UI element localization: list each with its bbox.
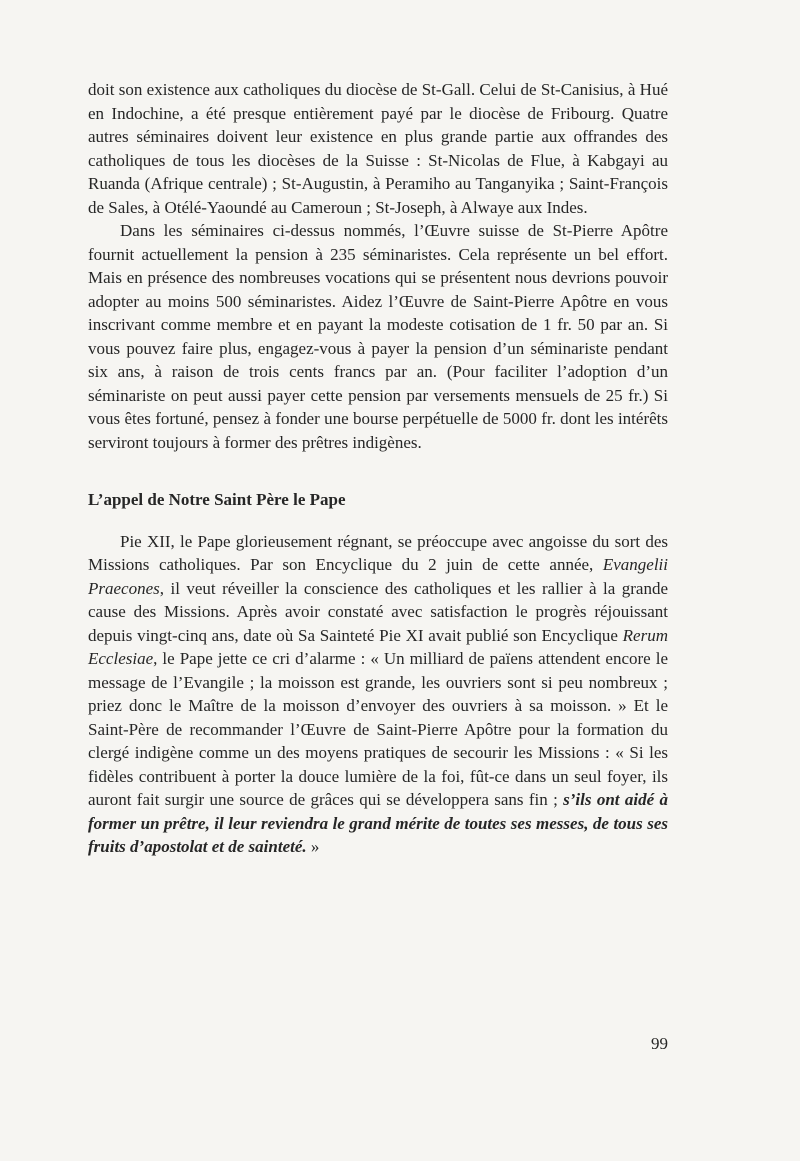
appeal-text-1: Pie XII, le Pape glorieusement régnant, se préoccupe avec angoisse du sort des Missions catholiques. Par son Encyclique du 2 juin de cette année,: [88, 531, 668, 574]
encyclical-title-rerum: Rerum Ecclesiae: [88, 625, 668, 668]
paragraph-seminaries-list: doit son existence aux catholiques du diocèse de St-Gall. Celui de St-Canisius, à Hué en Indochine, a été presque entièrement payé par le diocèse de Fribourg. Quatre autres séminaires doivent leur existence en plus grande partie aux offrandes des catholiques de tous les diocèses de la Suisse : St-Nicolas de Flue, à Kabgayi au Ruanda (Afrique centrale) ; St-Augustin, à Peramiho au Tanganyika ; Saint-François de Sales, à Otélé-Yaoundé au Cameroun ; St-Joseph, à Alwaye aux Indes.: [88, 80, 668, 217]
paragraph-seminarists-support: Dans les séminaires ci-dessus nommés, l’Œuvre suisse de St-Pierre Apôtre fournit actuellement la pension à 235 séminaristes. Cela représente un bel effort. Mais en présence des nombreuses vocations qui se présentent nous devrions pouvoir adopter au moins 500 séminaristes. Aidez l’Œuvre de Saint-Pierre Apôtre en vous inscrivant comme membre et en payant la modeste cotisation de 1 fr. 50 par an. Si vous pouvez faire plus, engagez-vous à payer la pension d’un séminariste pendant six ans, à raison de trois cents francs par an. (Pour faciliter l’adoption d’un séminariste on peut aussi payer cette pension par versements mensuels de 25 fr.) Si vous êtes fortuné, pensez à fonder une bourse perpétuelle de 5000 fr. dont les intérêts serviront toujours à former des prêtres indigènes.: [88, 221, 668, 452]
page-number: 99: [651, 1034, 668, 1053]
encyclical-title-evangelii: Evangelii Praecones: [88, 555, 668, 598]
page-body: [88, 78, 668, 859]
appeal-text-3: , le Pape jette ce cri d’alarme : « Un milliard de païens attendent encore le message de l’Evangile ; la moisson est grande, les ouvriers sont si peu nombreux ; priez donc le Maître de la moisson d’envoyer des ouvriers à sa moisson. » Et le Saint-Père de recommander l’Œuvre de Saint-Pierre Apôtre pour la formation du clergé indigène comme un des moyens pratiques de secourir les Missions : « Si les fidèles contribuent à porter la douce lumière de la foi, fût-ce dans un seul foyer, ils auront fait surgir une source de grâces qui se développera sans fin ;: [88, 649, 668, 809]
section-heading: L’appel de Notre Saint Père le Pape: [88, 490, 346, 509]
paragraph-pope-appeal: [88, 530, 668, 859]
appeal-emphasized-quote: s’ils ont aidé à former un prêtre, il leur reviendra le grand mérite de toutes ses messes, de tous ses fruits d’apostolat et de sainteté.: [88, 790, 668, 856]
appeal-text-2: , il veut réveiller la conscience des catholiques et les rallier à la grande cause des Missions. Après avoir constaté avec satisfaction le progrès réjouissant depuis vingt-cinq ans, date où Sa Sainteté Pie XI avait publié son Encyclique: [88, 578, 668, 645]
appeal-text-4: »: [306, 837, 320, 856]
